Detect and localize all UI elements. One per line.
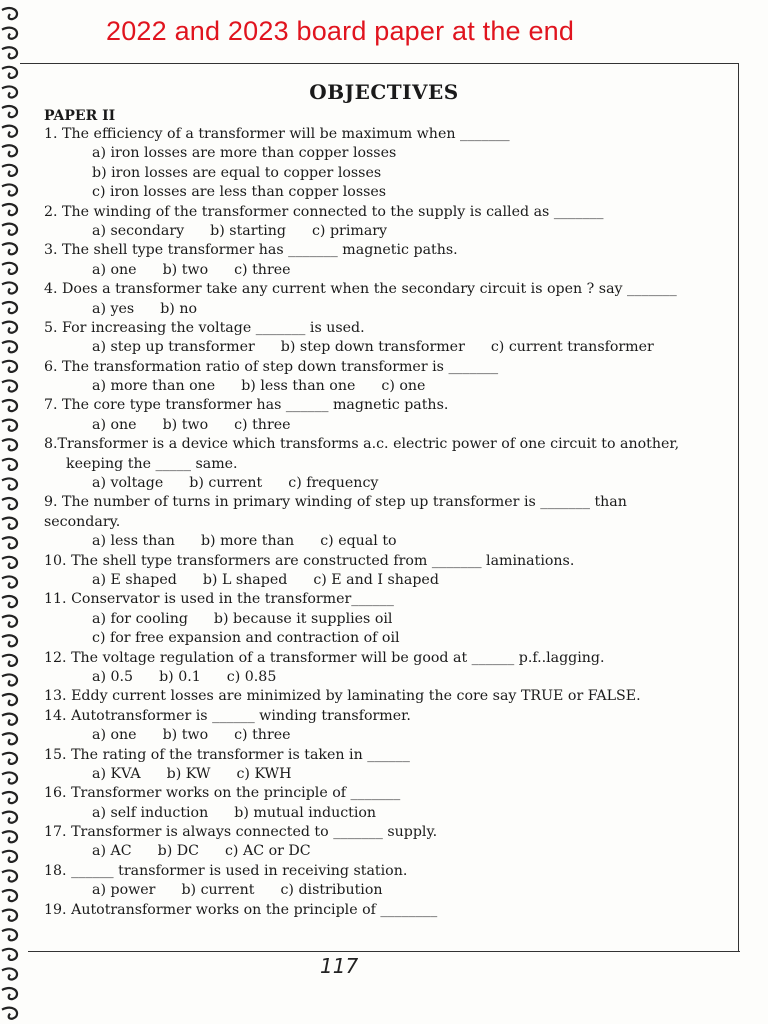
- spiral-ring: [2, 616, 17, 627]
- option-row: [44, 222, 734, 241]
- answer-option: a) yes: [92, 300, 135, 317]
- answer-option: a) AC: [92, 843, 132, 860]
- spiral-ring: [2, 596, 17, 607]
- question-text: 3. The shell type transformer has _______ magnetic paths.: [44, 242, 458, 259]
- spiral-ring: [2, 479, 17, 490]
- question-text: 15. The rating of the transformer is taken in ______: [44, 746, 410, 763]
- answer-option: b) because it supplies oil: [213, 610, 393, 627]
- answer-option: b) iron losses are equal to copper losses: [92, 164, 382, 181]
- spiral-ring: [2, 773, 17, 784]
- spiral-ring: [2, 1008, 17, 1019]
- spiral-ring: [2, 577, 17, 588]
- spiral-ring: [2, 204, 17, 215]
- answer-option: a) KVA: [92, 765, 141, 782]
- answer-option: a) less than: [92, 533, 175, 550]
- option-row: [44, 377, 734, 396]
- answer-option: b) starting: [210, 222, 286, 239]
- option-row: [44, 532, 734, 551]
- option-row: [44, 804, 734, 823]
- answer-option: c) 0.85: [226, 668, 277, 685]
- spiral-ring: [2, 283, 17, 294]
- option-row: [44, 474, 734, 493]
- answer-option: a) self induction: [92, 804, 209, 821]
- option-row: [44, 300, 734, 319]
- spiral-ring: [2, 792, 17, 803]
- spiral-ring: [2, 851, 17, 862]
- spiral-ring: [2, 224, 17, 235]
- question-list: [44, 125, 734, 920]
- spiral-ring: [2, 185, 17, 196]
- question-text: 18. ______ transformer is used in receiving station.: [44, 862, 408, 879]
- question-text: 10. The shell type transformers are constructed from _______ laminations.: [44, 552, 575, 569]
- answer-option: c) E and I shaped: [313, 571, 439, 588]
- question-text: 6. The transformation ratio of step down transformer is _______: [44, 358, 499, 375]
- spiral-ring: [2, 302, 17, 313]
- spiral-ring: [2, 753, 17, 764]
- question-text: 12. The voltage regulation of a transformer will be good at ______ p.f..lagging.: [44, 649, 605, 666]
- answer-option: a) one: [92, 416, 137, 433]
- answer-option: b) current: [181, 882, 255, 899]
- spiral-ring: [2, 498, 17, 509]
- spiral-ring: [2, 8, 17, 19]
- question-text: 8.Transformer is a device which transforms a.c. electric power of one circuit to another,: [44, 436, 680, 453]
- spiral-ring: [2, 910, 17, 921]
- spiral-ring: [2, 537, 17, 548]
- option-row: [44, 765, 734, 784]
- spiral-ring: [2, 969, 17, 980]
- option-row: [44, 610, 734, 629]
- answer-option: a) one: [92, 261, 137, 278]
- spiral-ring: [2, 890, 17, 901]
- spiral-ring: [2, 341, 17, 352]
- option-row: [44, 183, 734, 202]
- spiral-ring: [2, 675, 17, 686]
- spiral-ring: [2, 635, 17, 646]
- answer-option: b) two: [162, 261, 209, 278]
- answer-option: a) voltage: [92, 475, 164, 492]
- answer-option: c) iron losses are less than copper losses: [92, 184, 387, 201]
- answer-option: a) power: [92, 882, 156, 899]
- spiral-ring: [2, 28, 17, 39]
- spiral-ring: [2, 733, 17, 744]
- option-row: [44, 881, 734, 900]
- spiral-ring: [2, 47, 17, 58]
- option-row: [44, 726, 734, 745]
- spiral-ring: [2, 831, 17, 842]
- question-text: 11. Conservator is used in the transformer______: [44, 591, 394, 608]
- option-row: [44, 668, 734, 687]
- answer-option: a) one: [92, 727, 137, 744]
- answer-option: a) iron losses are more than copper losses: [92, 145, 397, 162]
- answer-option: c) equal to: [320, 533, 397, 550]
- spiral-ring: [2, 263, 17, 274]
- spiral-ring: [2, 518, 17, 529]
- answer-option: c) current transformer: [490, 339, 654, 356]
- answer-option: a) for cooling: [92, 610, 188, 627]
- spiral-ring: [2, 949, 17, 960]
- question-continuation: keeping the _____ same.: [66, 455, 238, 472]
- spiral-ring: [2, 557, 17, 568]
- question-text: 2. The winding of the transformer connected to the supply is called as _______: [44, 203, 604, 220]
- spiral-ring: [2, 694, 17, 705]
- spiral-ring: [2, 106, 17, 117]
- paper-label: PAPER II: [44, 108, 116, 124]
- question-text: 7. The core type transformer has ______ magnetic paths.: [44, 397, 449, 414]
- option-row: [44, 144, 734, 163]
- answer-option: c) for free expansion and contraction of oil: [92, 630, 400, 647]
- page-number: 117: [320, 954, 359, 978]
- page-title: OBJECTIVES: [309, 80, 459, 104]
- answer-option: b) mutual induction: [234, 804, 377, 821]
- question-text: 19. Autotransformer works on the principle of ________: [44, 901, 438, 918]
- question-text: 5. For increasing the voltage _______ is used.: [44, 319, 365, 336]
- spiral-ring: [2, 655, 17, 666]
- spiral-ring: [2, 145, 17, 156]
- spiral-ring: [2, 439, 17, 450]
- answer-option: c) three: [234, 416, 291, 433]
- answer-option: b) less than one: [241, 378, 356, 395]
- spiral-ring: [2, 165, 17, 176]
- option-row: [44, 164, 734, 183]
- spiral-ring: [2, 871, 17, 882]
- question-text: 1. The efficiency of a transformer will be maximum when _______: [44, 126, 510, 142]
- answer-option: c) three: [234, 727, 291, 744]
- answer-option: b) two: [162, 727, 209, 744]
- answer-option: b) no: [160, 300, 198, 317]
- answer-option: c) distribution: [280, 882, 383, 899]
- spiral-ring: [2, 322, 17, 333]
- option-row: [44, 261, 734, 280]
- answer-option: b) 0.1: [159, 668, 201, 685]
- option-row: [44, 338, 734, 357]
- answer-option: a) more than one: [92, 378, 216, 395]
- answer-option: a) step up transformer: [92, 339, 255, 356]
- answer-option: a) E shaped: [92, 571, 177, 588]
- question-text: 17. Transformer is always connected to _______ supply.: [44, 824, 438, 841]
- spiral-ring: [2, 420, 17, 431]
- answer-option: b) step down transformer: [280, 339, 465, 356]
- answer-option: a) secondary: [92, 222, 185, 239]
- spiral-ring: [2, 812, 17, 823]
- option-row: [44, 416, 734, 435]
- option-row: [44, 571, 734, 590]
- answer-option: b) current: [189, 475, 263, 492]
- spiral-ring: [2, 714, 17, 725]
- answer-option: c) AC or DC: [224, 843, 311, 860]
- answer-option: b) more than: [200, 533, 295, 550]
- option-row: [44, 629, 734, 648]
- spiral-ring: [2, 126, 17, 137]
- spiral-ring: [2, 929, 17, 940]
- page-frame-bottom: [28, 951, 740, 952]
- answer-option: c) three: [234, 261, 291, 278]
- answer-option: c) primary: [311, 222, 388, 239]
- answer-option: a) 0.5: [92, 668, 134, 685]
- answer-option: c) KWH: [236, 765, 292, 782]
- answer-option: b) two: [162, 416, 209, 433]
- question-text: 14. Autotransformer is ______ winding transformer.: [44, 707, 411, 724]
- question-text: 16. Transformer works on the principle of _______: [44, 785, 401, 802]
- spiral-ring: [2, 988, 17, 999]
- answer-option: c) frequency: [288, 475, 379, 492]
- answer-option: b) DC: [157, 843, 199, 860]
- question-text: 13. Eddy current losses are minimized by laminating the core say TRUE or FALSE.: [44, 688, 641, 705]
- question-continuation: secondary.: [44, 513, 121, 530]
- question-text: 9. The number of turns in primary winding of step up transformer is _______ than: [44, 494, 627, 511]
- answer-option: c) one: [381, 378, 426, 395]
- spiral-ring: [2, 361, 17, 372]
- answer-option: b) L shaped: [202, 571, 288, 588]
- spiral-ring: [2, 459, 17, 470]
- header-note: 2022 and 2023 board paper at the end: [106, 16, 575, 46]
- option-row: [44, 842, 734, 861]
- question-text: 4. Does a transformer take any current when the secondary circuit is open ? say _______: [44, 281, 677, 298]
- spiral-ring: [2, 67, 17, 78]
- spiral-ring: [2, 381, 17, 392]
- answer-option: b) KW: [166, 765, 211, 782]
- spiral-ring: [2, 400, 17, 411]
- spiral-ring: [2, 243, 17, 254]
